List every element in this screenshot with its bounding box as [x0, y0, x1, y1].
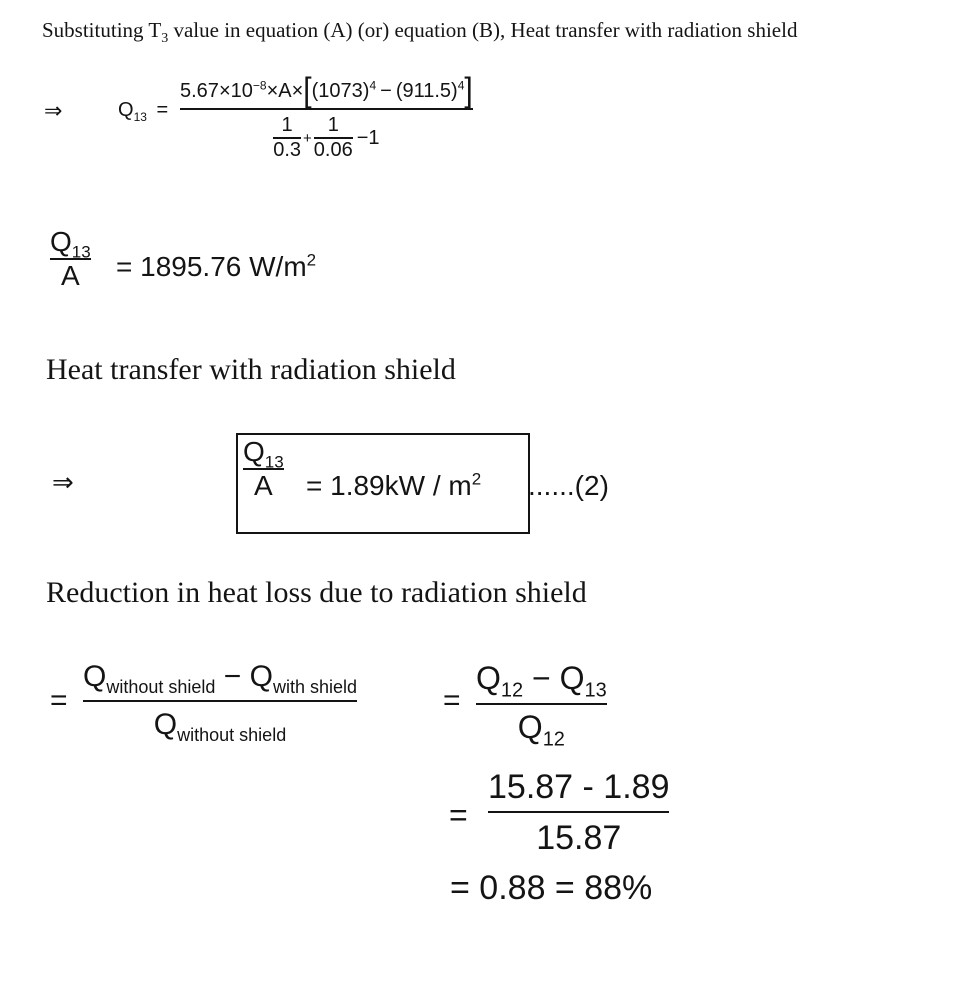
eq1-tail: −1: [356, 126, 380, 149]
implies-arrow-1: ⇒: [44, 99, 63, 124]
eq2-num-sub: 13: [71, 242, 91, 262]
eq3-rhs-exp: 2: [471, 469, 482, 489]
eq1-num-a: 5.67: [180, 80, 219, 102]
eq4-equals-1: =: [50, 684, 68, 717]
eq2-rhs-text: = 1895.76 W/m: [116, 251, 307, 282]
eq1-bracket-left: [: [303, 71, 312, 110]
eq1-lhs: [118, 99, 168, 122]
eq4-right-numerator: [476, 660, 607, 702]
eq1-d2-num: 1: [327, 114, 339, 136]
eq1-fraction: [180, 71, 473, 162]
eq4-n2-sub: with shield: [272, 677, 358, 697]
eq3-rhs: [306, 470, 481, 502]
eq2-num-q: Q: [50, 226, 72, 257]
eq1-equals: =: [156, 99, 169, 121]
eq6-result: = 0.88 = 88%: [450, 869, 653, 907]
eq5-numerator: 15.87 - 1.89: [488, 768, 670, 806]
eq4-right-bar: [476, 703, 607, 705]
eq1-num-b-exp: −8: [252, 78, 267, 93]
eq4-r-n2: Q: [559, 660, 585, 696]
eq4-equals-2: =: [443, 684, 461, 717]
eq5-fraction-bar: [488, 811, 669, 813]
eq4-n1-sub: without shield: [106, 677, 216, 697]
eq2-numerator: [50, 226, 91, 262]
eq3-denominator: A: [254, 470, 273, 501]
eq4-left-bar: [83, 700, 357, 702]
eq4-r-n2-sub: 13: [584, 679, 607, 702]
eq1-minus: −: [380, 80, 392, 102]
eq1-term2: (911.5): [395, 80, 458, 102]
eq1-d1: [273, 114, 301, 162]
eq1-num-b: 10: [230, 80, 253, 102]
eq1-num-c: A: [278, 80, 292, 102]
eq1-lhs-q: Q: [118, 99, 134, 121]
eq4-d: Q: [153, 708, 178, 741]
eq4-r-d-sub: 12: [542, 728, 565, 751]
heading-reduction: Reduction in heat loss due to radiation shield: [46, 576, 587, 609]
intro-text-sub: 3: [161, 31, 169, 47]
eq4-r-minus: −: [523, 660, 560, 696]
eq2-rhs: [116, 251, 316, 283]
eq1-lhs-sub: 13: [133, 110, 147, 124]
intro-text: [42, 18, 798, 47]
eq1-d1-num: 1: [281, 114, 293, 136]
eq4-fraction-right: [476, 660, 607, 751]
eq1-fraction-bar: [180, 108, 473, 110]
eq3-num-sub: 13: [264, 452, 284, 472]
eq1-plus: +: [303, 129, 312, 147]
eq4-d-sub: without shield: [177, 725, 287, 745]
eq1-term1-exp: 4: [369, 78, 377, 93]
eq3-tag: ......(2): [528, 470, 609, 501]
eq5-denominator: 15.87: [536, 819, 622, 857]
eq4-n-minus: −: [215, 660, 250, 693]
eq5-equals: =: [449, 797, 468, 833]
eq4-r-d: Q: [517, 709, 543, 745]
eq4-left-denominator: [153, 708, 287, 745]
eq1-bracket-right: ]: [464, 71, 473, 110]
eq1-times-2: ×: [266, 80, 279, 102]
eq3-rhs-text: = 1.89kW / m: [306, 470, 472, 501]
eq2-denominator: A: [61, 260, 80, 291]
eq4-n2: Q: [249, 660, 273, 693]
eq1-denominator: [273, 114, 379, 162]
eq4-r-n1: Q: [476, 660, 501, 696]
eq4-left-numerator: [83, 660, 358, 697]
eq5-fraction: [488, 768, 669, 858]
eq1-d2: [314, 114, 353, 162]
intro-text-post: value in equation (A) (or) equation (B), Heat transfer with radiation shield: [168, 18, 798, 42]
eq1-term2-exp: 4: [457, 78, 465, 93]
eq4-right-denominator: [517, 709, 565, 751]
eq2-fraction: [50, 226, 91, 292]
eq1-term1: (1073): [311, 80, 370, 102]
eq3-numerator: [243, 436, 284, 472]
heading-shield: Heat transfer with radiation shield: [46, 353, 456, 386]
eq4-fraction-left: [83, 660, 358, 745]
implies-arrow-2: ⇒: [52, 468, 74, 498]
eq1-d1-den: 0.3: [273, 139, 302, 161]
eq1-times-3: ×: [291, 80, 304, 102]
eq1-numerator: [180, 71, 473, 110]
eq4-r-n1-sub: 12: [500, 679, 524, 702]
intro-text-pre: Substituting T: [42, 18, 162, 42]
eq2-rhs-exp: 2: [306, 250, 317, 270]
eq3-num-q: Q: [243, 436, 265, 467]
eq3-fraction: [243, 436, 284, 502]
eq1-d2-den: 0.06: [313, 139, 353, 161]
eq4-n1: Q: [83, 660, 107, 693]
eq1-times-1: ×: [218, 80, 231, 102]
